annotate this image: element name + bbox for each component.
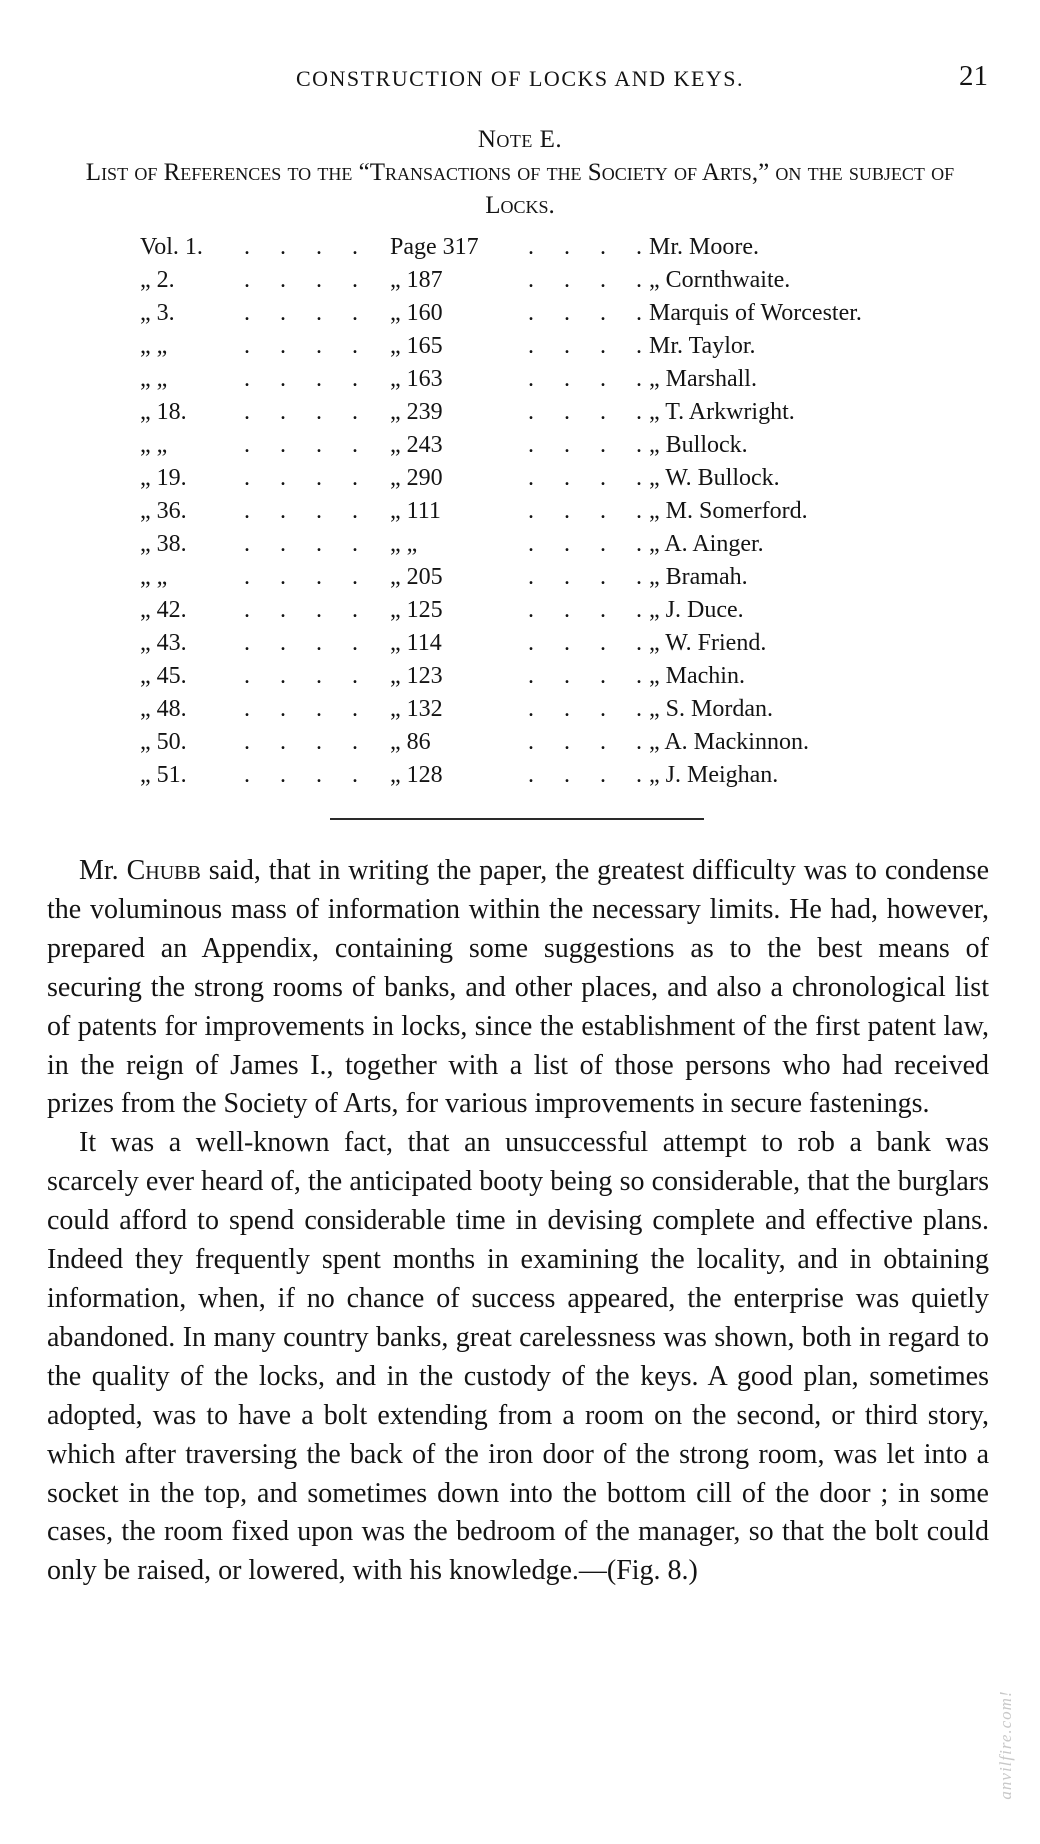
table-row — [0, 659, 1040, 692]
table-row — [0, 362, 1040, 395]
paragraph-2: It was a well-known fact, that an unsuccessful attempt to rob a bank was scarcely ever heard of, the anticipated booty being so considerable, that the burglars could afford to spend considerable time in devising complete and effective plans. Indeed they frequently spent months in examining the locality, and in obtaining information, when, if no chance of success appeared, the enterprise was quietly abandoned. In many country banks, great carelessness was shown, both in regard to the quality of the locks, and in the custody of the keys. A good plan, sometimes adopted, was to have a bolt extending from a room on the second, or third story, which after traversing the back of the iron door of the strong room, was let into a socket in the top, and sometimes down into the bottom cill of the door ; in some cases, the room fixed upon was the bedroom of the manager, so that the bolt could only be raised, or lowered, with his knowledge.—(Fig. 8.) — [47, 1127, 989, 1587]
page-number: 21 — [959, 60, 988, 92]
page-cell: „ „ — [390, 531, 418, 557]
volume-cell: „ „ — [140, 564, 168, 590]
volume-cell: „ 19. — [140, 465, 187, 491]
volume-cell: „ 45. — [140, 663, 187, 689]
table-row — [0, 230, 1040, 263]
paragraph-1-lead: Mr. — [79, 855, 127, 886]
page-cell: „ 205 — [390, 564, 443, 590]
leader-dots: . . . . — [528, 663, 654, 689]
running-title: CONSTRUCTION OF LOCKS AND KEYS. — [295, 66, 745, 91]
volume-cell: „ „ — [140, 366, 168, 392]
page-cell: „ 163 — [390, 366, 443, 392]
page-cell: „ 160 — [390, 300, 443, 326]
leader-dots: . . . . — [244, 564, 370, 590]
table-row — [0, 725, 1040, 758]
page-cell: „ 128 — [390, 762, 443, 788]
leader-dots: . . . . — [528, 234, 654, 260]
volume-cell: „ 18. — [140, 399, 187, 425]
volume-cell: „ 48. — [140, 696, 187, 722]
leader-dots: . . . . — [244, 234, 370, 260]
page-cell: „ 243 — [390, 432, 443, 458]
name-cell: „ J. Duce. — [649, 597, 744, 623]
table-row — [0, 626, 1040, 659]
leader-dots: . . . . — [244, 432, 370, 458]
leader-dots: . . . . — [244, 465, 370, 491]
volume-cell: „ 36. — [140, 498, 187, 524]
page-cell: „ 125 — [390, 597, 443, 623]
table-row — [0, 395, 1040, 428]
volume-cell: „ 3. — [140, 300, 175, 326]
page-cell: „ 123 — [390, 663, 443, 689]
leader-dots: . . . . — [528, 432, 654, 458]
volume-cell: „ 50. — [140, 729, 187, 755]
leader-dots: . . . . — [528, 630, 654, 656]
page-cell: „ 239 — [390, 399, 443, 425]
name-cell: „ T. Arkwright. — [649, 399, 795, 425]
table-row — [0, 329, 1040, 362]
name-cell: Mr. Moore. — [649, 234, 759, 260]
name-cell: „ Marshall. — [649, 366, 757, 392]
name-cell: „ Bramah. — [649, 564, 748, 590]
leader-dots: . . . . — [528, 267, 654, 293]
volume-cell: „ „ — [140, 432, 168, 458]
name-cell: „ W. Friend. — [649, 630, 767, 656]
leader-dots: . . . . — [244, 696, 370, 722]
volume-cell: „ „ — [140, 333, 168, 359]
references-table — [0, 230, 1040, 791]
volume-cell: „ 51. — [140, 762, 187, 788]
volume-cell: „ 38. — [140, 531, 187, 557]
volume-cell: „ 43. — [140, 630, 187, 656]
name-cell: Marquis of Worcester. — [649, 300, 862, 326]
leader-dots: . . . . — [528, 333, 654, 359]
leader-dots: . . . . — [528, 696, 654, 722]
leader-dots: . . . . — [528, 597, 654, 623]
leader-dots: . . . . — [244, 267, 370, 293]
leader-dots: . . . . — [244, 597, 370, 623]
paragraph-1 — [47, 852, 989, 1124]
table-row — [0, 527, 1040, 560]
name-cell: „ Cornthwaite. — [649, 267, 791, 293]
table-row — [0, 758, 1040, 791]
page-cell: „ 111 — [390, 498, 441, 524]
body-text — [47, 852, 989, 1591]
leader-dots: . . . . — [528, 366, 654, 392]
table-row — [0, 263, 1040, 296]
leader-dots: . . . . — [528, 729, 654, 755]
name-cell: „ M. Somerford. — [649, 498, 808, 524]
page-cell: „ 86 — [390, 729, 431, 755]
watermark — [986, 1655, 1026, 1835]
table-row — [0, 296, 1040, 329]
table-row — [0, 692, 1040, 725]
running-head — [0, 60, 1040, 100]
name-cell: „ S. Mordan. — [649, 696, 773, 722]
volume-cell: Vol. 1. — [140, 234, 203, 260]
table-row — [0, 560, 1040, 593]
page-cell: „ 290 — [390, 465, 443, 491]
note-subtitle: List of References to the “Transactions of the Society of Arts,” on the subject of Locks. — [85, 159, 955, 219]
name-cell: „ J. Meighan. — [649, 762, 779, 788]
leader-dots: . . . . — [244, 729, 370, 755]
table-row — [0, 428, 1040, 461]
volume-cell: „ 2. — [140, 267, 175, 293]
table-row — [0, 461, 1040, 494]
table-row — [0, 593, 1040, 626]
leader-dots: . . . . — [244, 531, 370, 557]
speaker-name: Chubb — [126, 855, 201, 886]
leader-dots: . . . . — [244, 663, 370, 689]
leader-dots: . . . . — [528, 564, 654, 590]
name-cell: „ A. Mackinnon. — [649, 729, 809, 755]
name-cell: „ A. Ainger. — [649, 531, 764, 557]
page-cell: „ 114 — [390, 630, 442, 656]
page-cell: Page 317 — [390, 234, 479, 260]
note-title: Note E. — [477, 126, 563, 153]
leader-dots: . . . . — [244, 300, 370, 326]
leader-dots: . . . . — [244, 762, 370, 788]
name-cell: „ Machin. — [649, 663, 745, 689]
leader-dots: . . . . — [244, 498, 370, 524]
table-row — [0, 494, 1040, 527]
page-cell: „ 187 — [390, 267, 443, 293]
leader-dots: . . . . — [244, 399, 370, 425]
volume-cell: „ 42. — [140, 597, 187, 623]
watermark-text: anvilfire.com! — [996, 1690, 1015, 1800]
section-divider — [330, 818, 704, 820]
leader-dots: . . . . — [528, 399, 654, 425]
name-cell: „ Bullock. — [649, 432, 748, 458]
leader-dots: . . . . — [528, 465, 654, 491]
page-cell: „ 132 — [390, 696, 443, 722]
leader-dots: . . . . — [528, 762, 654, 788]
name-cell: Mr. Taylor. — [649, 333, 756, 359]
leader-dots: . . . . — [528, 498, 654, 524]
leader-dots: . . . . — [244, 366, 370, 392]
leader-dots: . . . . — [528, 531, 654, 557]
leader-dots: . . . . — [244, 630, 370, 656]
leader-dots: . . . . — [528, 300, 654, 326]
paragraph-1-text: said, that in writing the paper, the greatest difficulty was to condense the voluminous mass of information within the necessary limits. He had, however, prepared an Appendix, containing some suggestions as to the best means of securing the strong rooms of banks, and other places, and also a chronological list of patents for improvements in locks, since the establishment of the first patent law, in the reign of James I., together with a list of those persons who had received prizes from the Society of Arts, for various improvements in secure fastenings. — [47, 855, 989, 1120]
leader-dots: . . . . — [244, 333, 370, 359]
name-cell: „ W. Bullock. — [649, 465, 780, 491]
page-cell: „ 165 — [390, 333, 443, 359]
